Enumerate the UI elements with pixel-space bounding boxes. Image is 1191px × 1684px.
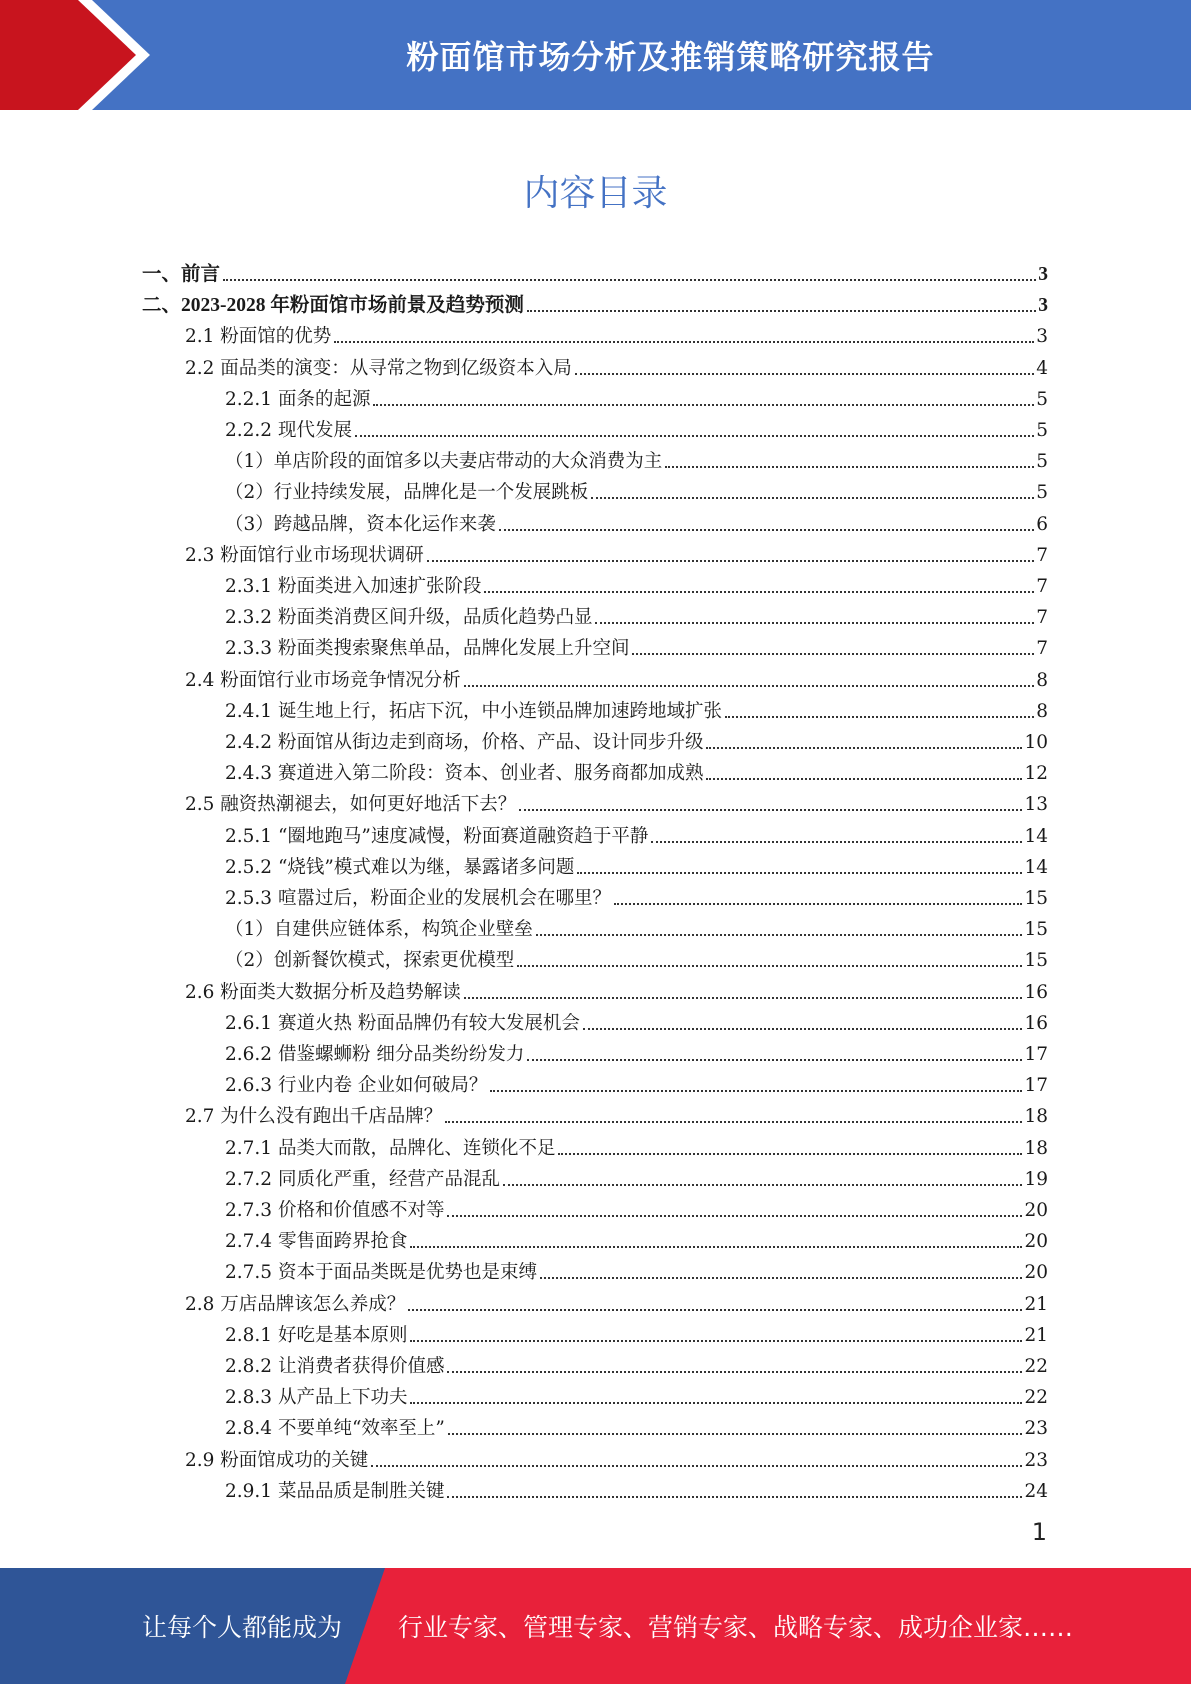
toc-entry-label: 2.2.2 现代发展 <box>225 420 352 441</box>
footer-slogan-left: 让每个人都能成为 <box>142 1613 343 1642</box>
toc-entry-label: 2.4 粉面馆行业市场竞争情况分析 <box>185 669 461 691</box>
toc-entry-label: 2.5.2 “烧钱”模式难以为继，暴露诸多问题 <box>225 856 575 878</box>
toc-leader-dots <box>706 747 1022 749</box>
page-number: 1 <box>1031 1518 1047 1546</box>
toc-entry-label: 2.7.3 价格和价值感不对等 <box>225 1200 445 1221</box>
toc-entry-page: 3 <box>1038 295 1048 317</box>
toc-entry[interactable] <box>225 567 1048 598</box>
toc-entry[interactable] <box>225 848 1048 879</box>
toc-leader-dots <box>484 591 1034 593</box>
toc-leader-dots <box>408 1309 1022 1311</box>
toc-entry-page: 20 <box>1024 1200 1048 1221</box>
toc-entry-label: 2.5.3 喧嚣过后，粉面企业的发展机会在哪里？ <box>225 888 611 909</box>
toc-entry-label: 2.7.2 同质化严重，经营产品混乱 <box>225 1168 500 1190</box>
toc-entry[interactable] <box>225 723 1048 754</box>
toc-entry-page: 5 <box>1036 388 1048 410</box>
toc-entry-page: 7 <box>1036 576 1048 597</box>
toc-entry-label: 2.7.5 资本于面品类既是优势也是束缚 <box>225 1262 537 1284</box>
toc-entry-label: 2.3.2 粉面类消费区间升级，品质化趋势凸显 <box>225 607 593 629</box>
toc-entry-page: 4 <box>1036 357 1048 379</box>
toc-entry-page: 18 <box>1024 1137 1048 1159</box>
toc-entry-page: 18 <box>1024 1106 1048 1128</box>
toc-entry[interactable] <box>225 1191 1048 1222</box>
toc-entry-page: 16 <box>1024 981 1048 1003</box>
toc-entry-label: 2.6.2 借鉴螺蛳粉 细分品类纷纷发力 <box>225 1044 525 1065</box>
toc-entry-page: 7 <box>1036 607 1048 629</box>
toc-leader-dots <box>499 529 1034 531</box>
toc-entry-label: 2.5 融资热潮褪去，如何更好地活下去？ <box>185 794 517 816</box>
toc-entry-label: 2.9.1 菜品品质是制胜关键 <box>225 1480 445 1502</box>
toc-leader-dots <box>427 560 1034 562</box>
toc-entry-page: 3 <box>1036 326 1048 348</box>
toc-leader-dots <box>464 997 1023 999</box>
toc-entry-label: 2.5.1 “圈地跑马”速度减慢，粉面赛道融资趋于平静 <box>225 825 649 847</box>
toc-entry[interactable] <box>185 785 1048 816</box>
toc-leader-dots <box>490 1090 1022 1092</box>
toc-entry-page: 13 <box>1024 794 1048 816</box>
toc-entry[interactable] <box>225 598 1048 629</box>
toc-entry-page: 7 <box>1036 638 1048 660</box>
toc-entry-label: 2.6 粉面类大数据分析及趋势解读 <box>185 981 461 1003</box>
toc-entry-label: 2.6.3 行业内卷 企业如何破局？ <box>225 1075 488 1097</box>
toc-entry[interactable] <box>225 473 1048 504</box>
toc-leader-dots <box>651 841 1022 843</box>
toc-leader-dots <box>355 435 1034 437</box>
toc-leader-dots <box>665 466 1034 468</box>
toc-leader-dots <box>632 653 1034 655</box>
toc-leader-dots <box>371 1465 1022 1467</box>
toc-leader-dots <box>577 872 1022 874</box>
toc-entry[interactable] <box>225 1347 1048 1378</box>
header-chevron-graphic <box>0 0 160 110</box>
header-band <box>0 0 1191 110</box>
toc-entry-page: 15 <box>1024 888 1048 909</box>
toc-entry-label: 一、前言 <box>142 264 221 285</box>
toc-leader-dots <box>373 404 1034 406</box>
toc-leader-dots <box>410 1246 1022 1248</box>
report-title: 粉面馆市场分析及推销策略研究报告 <box>406 38 935 76</box>
toc-entry-label: 2.3.3 粉面类搜索聚焦单品，品牌化发展上升空间 <box>225 638 630 660</box>
toc-leader-dots <box>558 1153 1022 1155</box>
toc-entry[interactable] <box>225 411 1048 442</box>
toc-leader-dots <box>706 778 1022 780</box>
toc-entry[interactable] <box>225 1316 1048 1347</box>
toc-leader-dots <box>614 903 1022 905</box>
toc-entry[interactable] <box>185 317 1048 348</box>
toc-entry[interactable] <box>225 1004 1048 1035</box>
toc-entry[interactable] <box>225 1222 1048 1253</box>
toc-entry-page: 21 <box>1024 1324 1048 1346</box>
toc-entry[interactable] <box>225 629 1048 660</box>
toc-entry-label: 2.8 万店品牌该怎么养成？ <box>185 1293 406 1315</box>
toc-leader-dots <box>410 1402 1022 1404</box>
toc-leader-dots <box>583 1028 1023 1030</box>
toc-entry-page: 17 <box>1024 1075 1048 1097</box>
toc-entry[interactable] <box>225 879 1048 910</box>
toc-entry-label: 2.4.3 赛道进入第二阶段：资本、创业者、服务商都加成熟 <box>225 763 704 785</box>
toc-entry-page: 20 <box>1024 1262 1048 1284</box>
toc-leader-dots <box>595 622 1034 624</box>
toc-entry[interactable] <box>225 1129 1048 1160</box>
toc-leader-dots <box>447 1496 1022 1498</box>
toc-entry[interactable] <box>185 536 1048 567</box>
toc-entry-page: 14 <box>1024 856 1048 878</box>
toc-entry[interactable] <box>225 442 1048 473</box>
toc-entry[interactable] <box>225 1066 1048 1097</box>
toc-entry[interactable] <box>225 380 1048 411</box>
toc-leader-dots <box>447 1371 1022 1373</box>
toc-entry-label: 二、2023-2028 年粉面馆市场前景及趋势预测 <box>142 295 524 317</box>
toc-entry[interactable] <box>185 1097 1048 1128</box>
toc-entry[interactable] <box>185 349 1048 380</box>
toc-entry-page: 23 <box>1024 1449 1048 1471</box>
toc-entry-page: 15 <box>1024 919 1048 941</box>
toc-entry-page: 5 <box>1036 420 1048 441</box>
toc-entry-label: 2.4.2 粉面馆从街边走到商场，价格、产品、设计同步升级 <box>225 732 704 753</box>
toc-title: 内容目录 <box>523 173 668 214</box>
toc-entry-page: 10 <box>1024 732 1048 753</box>
toc-entry[interactable] <box>225 1253 1048 1284</box>
toc-entry-label: （3）跨越品牌，资本化运作来袭 <box>225 513 496 535</box>
toc-entry[interactable] <box>225 941 1048 972</box>
toc-entry-label: 2.6.1 赛道火热 粉面品牌仍有较大发展机会 <box>225 1012 580 1034</box>
toc-entry-label: （2）行业持续发展，品牌化是一个发展跳板 <box>225 482 589 504</box>
toc-entry-label: 2.7.4 零售面跨界抢食 <box>225 1231 408 1253</box>
toc-entry-page: 5 <box>1036 451 1048 473</box>
toc-entry-label: 2.3 粉面馆行业市场现状调研 <box>185 544 424 566</box>
toc-entry-page: 15 <box>1024 950 1048 972</box>
toc-entry-label: 2.9 粉面馆成功的关键 <box>185 1449 369 1471</box>
toc-entry[interactable] <box>225 692 1048 723</box>
toc-leader-dots <box>410 1340 1022 1342</box>
toc-entry-label: 2.8.4 不要单纯“效率至上” <box>225 1418 445 1440</box>
toc-leader-dots <box>575 373 1034 375</box>
toc-leader-dots <box>448 1433 1023 1435</box>
toc-entry[interactable] <box>142 286 1048 317</box>
toc-entry-page: 3 <box>1038 264 1048 285</box>
toc-entry[interactable] <box>185 973 1048 1004</box>
toc-entry-label: 2.3.1 粉面类进入加速扩张阶段 <box>225 576 482 597</box>
toc-entry[interactable] <box>225 910 1048 941</box>
toc-leader-dots <box>447 1215 1022 1217</box>
footer-slogan-right: 行业专家、管理专家、营销专家、战略专家、成功企业家…… <box>398 1613 1074 1642</box>
toc-entry-label: 2.2.1 面条的起源 <box>225 388 371 410</box>
toc-entry-page: 17 <box>1024 1044 1048 1065</box>
toc-entry-label: 2.4.1 诞生地上行，拓店下沉，中小连锁品牌加速跨地域扩张 <box>225 700 722 722</box>
toc-entry[interactable] <box>225 1472 1048 1503</box>
toc-leader-dots <box>464 685 1034 687</box>
toc-entry-page: 12 <box>1024 763 1048 785</box>
toc-entry-label: （2）创新餐饮模式，探索更优模型 <box>225 950 515 972</box>
toc-entry-label: 2.7 为什么没有跑出千店品牌？ <box>185 1106 443 1128</box>
toc-entry-label: （1）自建供应链体系，构筑企业壁垒 <box>225 919 533 941</box>
toc-entry[interactable] <box>185 661 1048 692</box>
toc-entry-label: 2.8.1 好吃是基本原则 <box>225 1324 408 1346</box>
toc-entry-page: 23 <box>1024 1418 1048 1440</box>
toc-entry-page: 7 <box>1036 544 1048 566</box>
toc-entry-page: 16 <box>1024 1012 1048 1034</box>
toc-entry[interactable] <box>225 1160 1048 1191</box>
toc-leader-dots <box>725 716 1034 718</box>
toc-entry-page: 5 <box>1036 482 1048 504</box>
toc-leader-dots <box>527 310 1036 312</box>
toc-entry-label: 2.8.3 从产品上下功夫 <box>225 1387 408 1409</box>
toc-leader-dots <box>517 965 1022 967</box>
toc-leader-dots <box>334 341 1034 343</box>
toc-entry-page: 21 <box>1024 1293 1048 1315</box>
toc-entry-page: 24 <box>1024 1480 1048 1502</box>
toc-entry-page: 19 <box>1024 1168 1048 1190</box>
toc-entry[interactable] <box>185 1441 1048 1472</box>
toc-entry[interactable] <box>225 817 1048 848</box>
toc-leader-dots <box>519 809 1022 811</box>
toc-entry[interactable] <box>225 1378 1048 1409</box>
toc-leader-dots <box>445 1121 1022 1123</box>
toc-leader-dots <box>527 1059 1022 1061</box>
toc-entry-label: 2.8.2 让消费者获得价值感 <box>225 1356 445 1377</box>
toc-entry-label: 2.1 粉面馆的优势 <box>185 326 332 348</box>
toc-leader-dots <box>503 1184 1022 1186</box>
toc-leader-dots <box>536 934 1023 936</box>
toc-entry-page: 8 <box>1036 700 1048 722</box>
toc-entry[interactable] <box>225 1409 1048 1440</box>
toc-entry-label: 2.7.1 品类大而散，品牌化、连锁化不足 <box>225 1137 556 1159</box>
toc-leader-dots <box>540 1277 1022 1279</box>
toc-leader-dots <box>591 497 1034 499</box>
toc-entry-label: （1）单店阶段的面馆多以夫妻店带动的大众消费为主 <box>225 451 663 473</box>
footer-band <box>0 1568 1191 1684</box>
toc-entry-page: 14 <box>1024 825 1048 847</box>
toc-entry-page: 22 <box>1024 1356 1048 1377</box>
toc-entry[interactable] <box>225 1035 1048 1066</box>
toc-entry[interactable] <box>225 505 1048 536</box>
toc-entry-page: 8 <box>1036 669 1048 691</box>
toc-entry-page: 22 <box>1024 1387 1048 1409</box>
toc-leader-dots <box>223 279 1036 281</box>
toc-entry[interactable] <box>142 255 1048 286</box>
toc-entry-label: 2.2 面品类的演变：从寻常之物到亿级资本入局 <box>185 357 572 379</box>
toc-entry[interactable] <box>225 754 1048 785</box>
toc-entry[interactable] <box>185 1285 1048 1316</box>
toc-entry-page: 6 <box>1036 513 1048 535</box>
toc-entry-page: 20 <box>1024 1231 1048 1253</box>
